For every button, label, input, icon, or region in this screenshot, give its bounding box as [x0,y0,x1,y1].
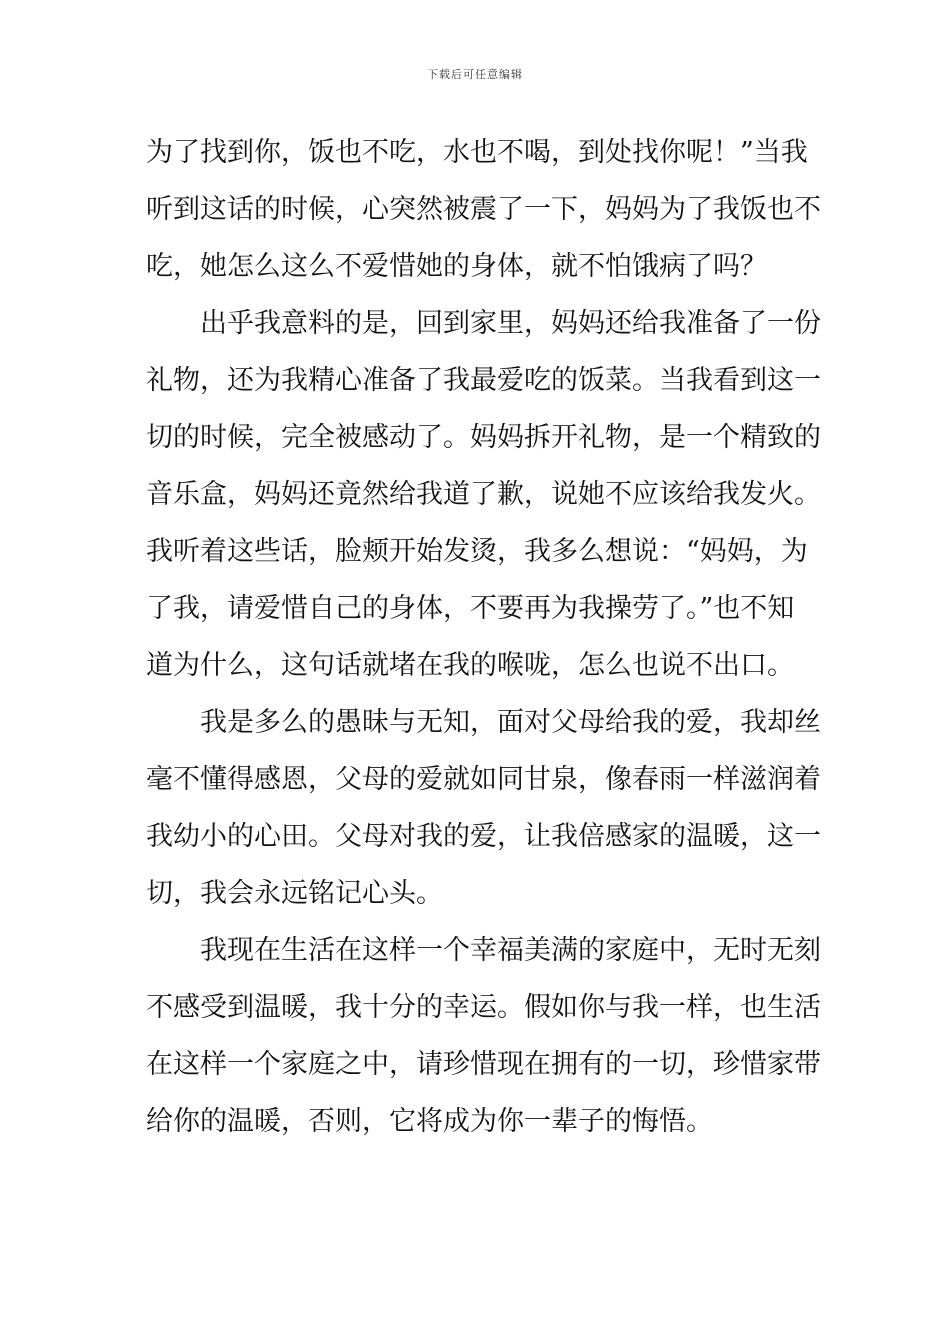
paragraph-2 [146,295,821,694]
text-line: 不感受到温暖，我十分的幸运。假如你与我一样，也生活 [146,992,821,1023]
text-line: 我是多么的愚昧与无知，面对父母给我的爱，我却丝 [200,707,821,738]
text-line: 我幼小的心田。父母对我的爱，让我倍感家的温暖，这一 [146,821,821,852]
paragraph-3 [146,694,821,922]
document-body [146,124,821,1150]
page-header: 下载后可任意编辑 [427,68,523,81]
text-line: 了我，请爱惜自己的身体，不要再为我操劳了。”也不知 [146,593,795,624]
text-line: 为了找到你，饭也不吃，水也不喝，到处找你呢！”当我 [146,137,808,168]
text-line: 礼物，还为我精心准备了我最爱吃的饭菜。当我看到这一 [146,365,821,396]
text-line: 我现在生活在这样一个幸福美满的家庭中，无时无刻 [200,935,821,966]
text-line: 毫不懂得感恩，父母的爱就如同甘泉，像春雨一样滋润着 [146,764,821,795]
paragraph-1 [146,124,821,295]
text-line: 道为什么，这句话就堵在我的喉咙，怎么也说不出口。 [146,650,794,681]
text-line: 听到这话的时候，心突然被震了一下，妈妈为了我饭也不 [146,194,821,225]
text-line: 出乎我意料的是，回到家里，妈妈还给我准备了一份 [200,308,821,339]
text-line: 切，我会永远铭记心头。 [146,878,443,909]
text-line: 吃，她怎么这么不爱惜她的身体，就不怕饿病了吗？ [146,251,767,282]
text-line: 我听着这些话，脸颊开始发烫，我多么想说：“妈妈，为 [146,536,808,567]
paragraph-4 [146,922,821,1150]
text-line: 音乐盒，妈妈还竟然给我道了歉，说她不应该给我发火。 [146,479,821,510]
text-line: 给你的温暖，否则，它将成为你一辈子的悔悟。 [146,1106,713,1137]
text-line: 切的时候，完全被感动了。妈妈拆开礼物，是一个精致的 [146,422,821,453]
text-line: 在这样一个家庭之中，请珍惜现在拥有的一切，珍惜家带 [146,1049,821,1080]
